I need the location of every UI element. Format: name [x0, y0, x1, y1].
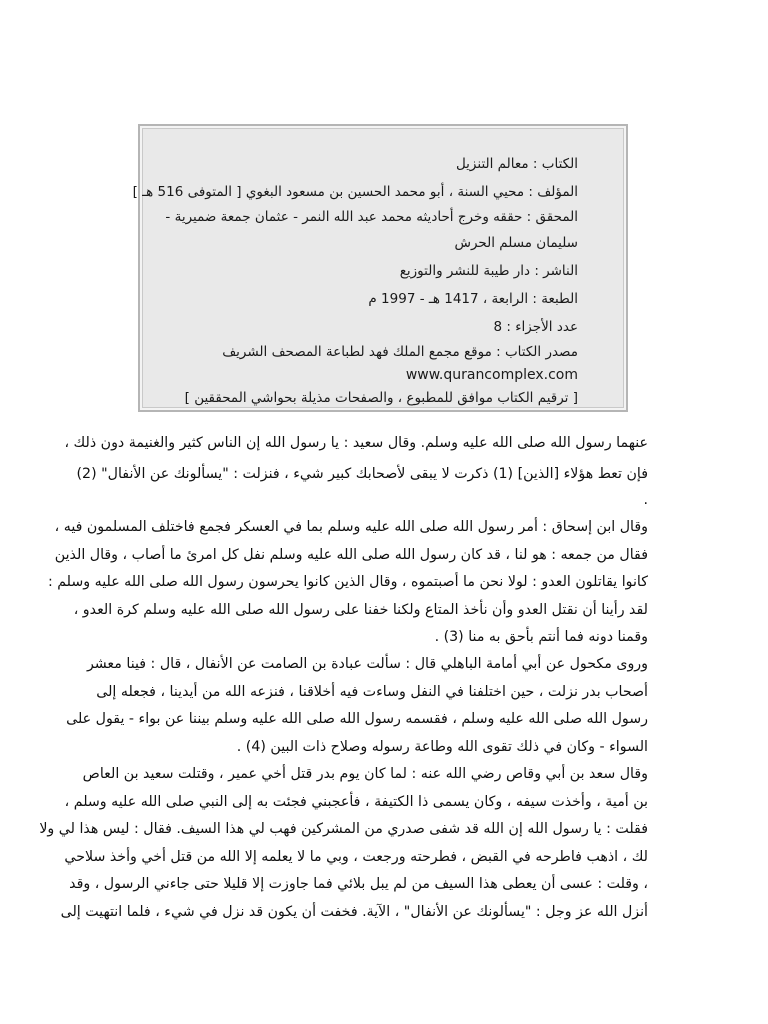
info-line-editor: المحقق : حققه وخرج أحاديثه محمد عبد الله النمر - عثمان جمعة ضميرية - [165, 209, 578, 225]
info-line-publisher: الناشر : دار طيبة للنشر والتوزيع [399, 263, 578, 279]
body-line: فقال من جمعه : هو لنا ، قد كان رسول الله صلى الله عليه وسلم نفل كل امرئ ما أصاب ، وقال الذين [54, 547, 648, 563]
body-line: رسول الله صلى الله عليه وسلم ، فقسمه رسول الله صلى الله عليه وسلم بيننا عن بواء - يقول على [66, 711, 648, 727]
info-line-volumes: عدد الأجزاء : 8 [493, 319, 578, 335]
body-line: عنهما رسول الله صلى الله عليه وسلم. وقال سعيد : يا رسول الله إن الناس كثير والغنيمة دون ذلك ، [64, 435, 648, 451]
info-line-source: مصدر الكتاب : موقع مجمع الملك فهد لطباعة المصحف الشريف [222, 344, 578, 360]
body-line: ، وقلت : عسى أن يعطى هذا السيف من لم يبل بلائي فما جاوزت إلا قليلا حتى جاءني الرسول ، وقد [69, 876, 648, 892]
body-line: السواء - وكان في ذلك تقوى الله وطاعة رسوله وصلاح ذات البين (4) . [236, 739, 648, 755]
body-line: فإن تعط هؤلاء [الذين] (1) ذكرت لا يبقى لأصحابك كبير شيء ، فنزلت : "يسألونك عن الأنفال" (2) [76, 466, 648, 482]
body-line: لقد رأينا أن نقتل العدو وأن نأخذ المتاع ولكنا خفنا على رسول الله صلى الله عليه وسلم كرة العدو ، [73, 602, 648, 618]
body-line: بن أمية ، وأخذت سيفه ، وكان يسمى ذا الكتيفة ، فأعجبني فجئت به إلى النبي صلى الله عليه وسلم ، [64, 794, 648, 810]
book-info-box [132, 124, 628, 412]
info-line-author: المؤلف : محيي السنة ، أبو محمد الحسين بن مسعود البغوي [ المتوفى 516 هـ ] [132, 184, 578, 200]
body-line: فقلت : يا رسول الله إن الله قد شفى صدري من المشركين فهب لي هذا السيف. فقال : ليس هذا لي ولا [39, 821, 648, 837]
body-line: كانوا يقاتلون العدو : لولا نحن ما أصبتموه ، وقال الذين كانوا يحرسون رسول الله صلى الله عليه وسلم : [47, 574, 648, 590]
info-line-book-title: الكتاب : معالم التنزيل [455, 156, 578, 172]
info-line-url: www.qurancomplex.com [405, 367, 578, 383]
info-line-editor-cont: سليمان مسلم الحرش [454, 235, 578, 251]
body-line: أصحاب بدر نزلت ، حين اختلفنا في النفل وساءت فيه أخلاقنا ، فنزعه الله من أيدينا ، فجعله إلى [96, 684, 648, 700]
body-line: وروى مكحول عن أبي أمامة الباهلي قال : سألت عبادة بن الصامت عن الأنفال ، قال : فينا معشر [86, 656, 648, 672]
body-line: وقمنا دونه فما أنتم بأحق به منا (3) . [434, 629, 648, 645]
body-line: وقال سعد بن أبي وقاص رضي الله عنه : لما كان يوم بدر قتل أخي عمير ، وقتلت سعيد بن العاص [82, 766, 648, 782]
body-line: لك ، اذهب فاطرحه في القبض ، فطرحته ورجعت ، وبي ما لا يعلمه إلا الله من قتل أخي وأخذ سلاحي [64, 849, 648, 865]
body-line: . [643, 492, 648, 508]
info-line-note: [ ترقيم الكتاب موافق للمطبوع ، والصفحات مذيلة بحواشي المحققين ] [184, 390, 578, 406]
body-line: أنزل الله عز وجل : "يسألونك عن الأنفال" ، الآية. فخفت أن يكون قد نزل في شيء ، فلما انتهيت إلى [60, 904, 648, 920]
body-line: وقال ابن إسحاق : أمر رسول الله صلى الله عليه وسلم بما في العسكر فجمع فاختلف المسلمون فيه ، [54, 519, 648, 535]
info-line-edition: الطبعة : الرابعة ، 1417 هـ - 1997 م [368, 291, 578, 307]
